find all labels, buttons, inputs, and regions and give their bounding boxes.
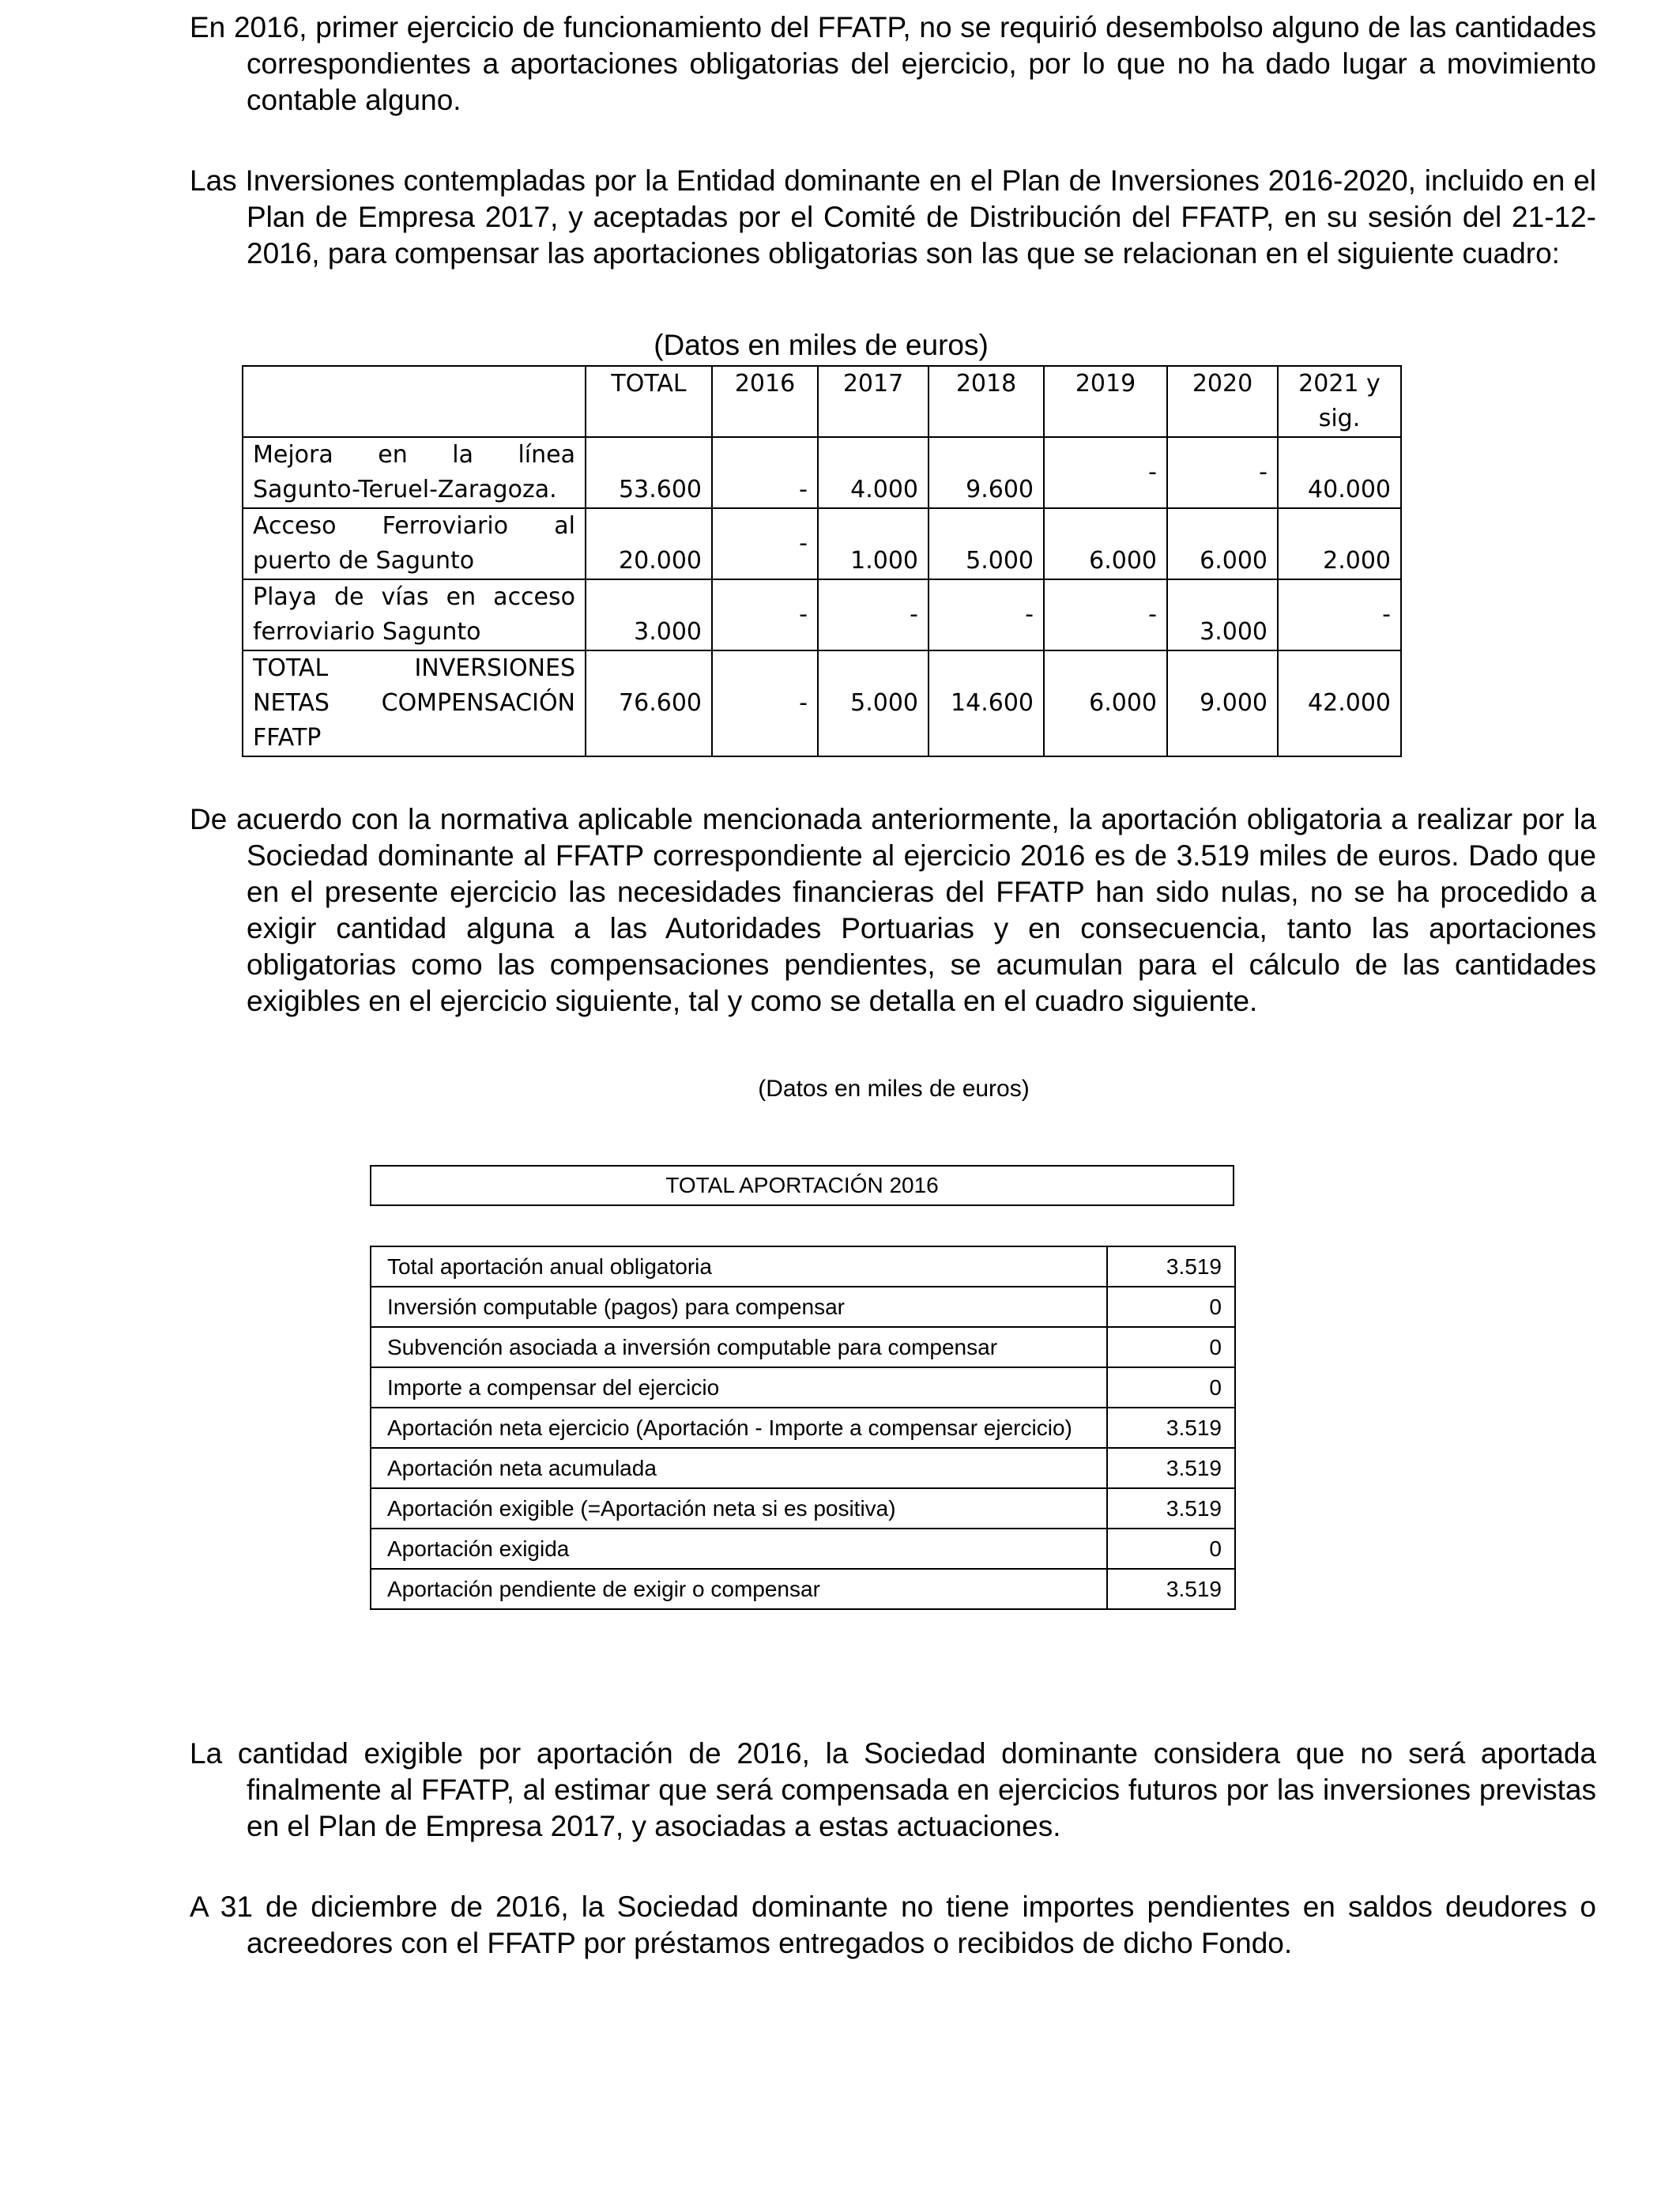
header-cell: 2016 xyxy=(712,366,818,437)
paragraph-1: En 2016, primer ejercicio de funcionamiento del FFATP, no se requirió desembolso alguno de las cantidades correspondientes a aportaciones obligatorias del ejercicio, por lo que no ha dado lugar a movimiento contable alguno. xyxy=(190,11,1596,116)
cell: 40.000 xyxy=(1278,437,1401,508)
cell: - xyxy=(712,508,818,579)
cell: 6.000 xyxy=(1044,508,1167,579)
header-cell: 2019 xyxy=(1044,366,1167,437)
header-cell: 2021 y sig. xyxy=(1278,366,1401,437)
row-label: Importe a compensar del ejercicio xyxy=(371,1367,1107,1408)
table-header-row xyxy=(243,366,1401,437)
row-label: Aportación neta ejercicio (Aportación - Importe a compensar ejercicio) xyxy=(371,1408,1107,1448)
cell: 1.000 xyxy=(818,508,929,579)
row-label: Aportación exigible (=Aportación neta si es positiva) xyxy=(371,1488,1107,1529)
cell: - xyxy=(712,579,818,650)
table-row xyxy=(371,1448,1235,1488)
row-label: Aportación exigida xyxy=(371,1529,1107,1569)
cell: 42.000 xyxy=(1278,650,1401,756)
cell: 6.000 xyxy=(1044,650,1167,756)
header-cell: TOTAL xyxy=(586,366,712,437)
cell: 6.000 xyxy=(1167,508,1278,579)
table-row xyxy=(243,508,1401,579)
cell: - xyxy=(1044,579,1167,650)
row-value: 0 xyxy=(1107,1327,1235,1367)
table-row xyxy=(371,1246,1235,1287)
cell: 5.000 xyxy=(818,650,929,756)
table-row xyxy=(371,1569,1235,1609)
row-label: Aportación pendiente de exigir o compensar xyxy=(371,1569,1107,1609)
header-cell: 2017 xyxy=(818,366,929,437)
table-row xyxy=(371,1488,1235,1529)
aportacion-table-caption: (Datos en miles de euros) xyxy=(758,1076,1030,1102)
cell: - xyxy=(929,579,1044,650)
table-row xyxy=(371,1529,1235,1569)
row-label: Playa de vías en acceso ferroviario Sagunto xyxy=(243,579,586,650)
cell: - xyxy=(1167,437,1278,508)
table-row xyxy=(243,579,1401,650)
cell: 2.000 xyxy=(1278,508,1401,579)
cell: 9.600 xyxy=(929,437,1044,508)
row-value: 3.519 xyxy=(1107,1488,1235,1529)
cell: - xyxy=(1278,579,1401,650)
header-cell: 2020 xyxy=(1167,366,1278,437)
cell: - xyxy=(1044,437,1167,508)
row-label: Inversión computable (pagos) para compensar xyxy=(371,1287,1107,1327)
table-row xyxy=(371,1287,1235,1327)
cell: 53.600 xyxy=(586,437,712,508)
paragraph-5: A 31 de diciembre de 2016, la Sociedad dominante no tiene importes pendientes en saldos deudores o acreedores con el FFATP por préstamos entregados o recibidos de dicho Fondo. xyxy=(190,1891,1596,1959)
cell: 9.000 xyxy=(1167,650,1278,756)
cell: 3.000 xyxy=(1167,579,1278,650)
cell: 5.000 xyxy=(929,508,1044,579)
table-row xyxy=(371,1327,1235,1367)
row-value: 0 xyxy=(1107,1287,1235,1327)
table-row xyxy=(371,1367,1235,1408)
investments-table-caption: (Datos en miles de euros) xyxy=(654,329,989,361)
row-value: 3.519 xyxy=(1107,1246,1235,1287)
row-value: 0 xyxy=(1107,1529,1235,1569)
cell: 4.000 xyxy=(818,437,929,508)
paragraph-2: Las Inversiones contempladas por la Entidad dominante en el Plan de Inversiones 2016-2020, incluido en el Plan de Empresa 2017, y aceptadas por el Comité de Distribución del FFATP, en su sesión del 21-12-2016, para compensar las aportaciones obligatorias son las que se relacionan en el siguiente cuadro: xyxy=(190,164,1596,270)
cell: 3.000 xyxy=(586,579,712,650)
row-label: Acceso Ferroviario al puerto de Sagunto xyxy=(243,508,586,579)
cell: - xyxy=(712,650,818,756)
aportacion-table-title: TOTAL APORTACIÓN 2016 xyxy=(370,1165,1234,1206)
row-label: Subvención asociada a inversión computable para compensar xyxy=(371,1327,1107,1367)
cell: 14.600 xyxy=(929,650,1044,756)
cell: - xyxy=(818,579,929,650)
cell: 20.000 xyxy=(586,508,712,579)
cell: 76.600 xyxy=(586,650,712,756)
table-total-row xyxy=(243,650,1401,756)
row-label: TOTAL INVERSIONES NETAS COMPENSACIÓN FFATP xyxy=(243,650,586,756)
row-value: 3.519 xyxy=(1107,1448,1235,1488)
investments-table xyxy=(242,365,1402,757)
header-cell xyxy=(243,366,586,437)
row-value: 3.519 xyxy=(1107,1569,1235,1609)
paragraph-3: De acuerdo con la normativa aplicable mencionada anteriormente, la aportación obligatoria a realizar por la Sociedad dominante al FFATP correspondiente al ejercicio 2016 es de 3.519 miles de euros. Dado que en el presente ejercicio las necesidades financieras del FFATP han sido nulas, no se ha procedido a exigir cantidad alguna a las Autoridades Portuarias y en consecuencia, tanto las aportaciones obligatorias como las compensaciones pendientes, se acumulan para el cálculo de las cantidades exigibles en el ejercicio siguiente, tal y como se detalla en el cuadro siguiente. xyxy=(190,803,1596,1017)
row-value: 0 xyxy=(1107,1367,1235,1408)
cell: - xyxy=(712,437,818,508)
table-row xyxy=(371,1408,1235,1448)
table-row xyxy=(243,437,1401,508)
row-label: Total aportación anual obligatoria xyxy=(371,1246,1107,1287)
row-value: 3.519 xyxy=(1107,1408,1235,1448)
row-label: Aportación neta acumulada xyxy=(371,1448,1107,1488)
header-cell: 2018 xyxy=(929,366,1044,437)
paragraph-4: La cantidad exigible por aportación de 2016, la Sociedad dominante considera que no será aportada finalmente al FFATP, al estimar que será compensada en ejercicios futuros por las inversiones previstas en el Plan de Empresa 2017, y asociadas a estas actuaciones. xyxy=(190,1737,1596,1842)
row-label: Mejora en la línea Sagunto-Teruel-Zaragoza. xyxy=(243,437,586,508)
aportacion-table xyxy=(370,1246,1236,1610)
